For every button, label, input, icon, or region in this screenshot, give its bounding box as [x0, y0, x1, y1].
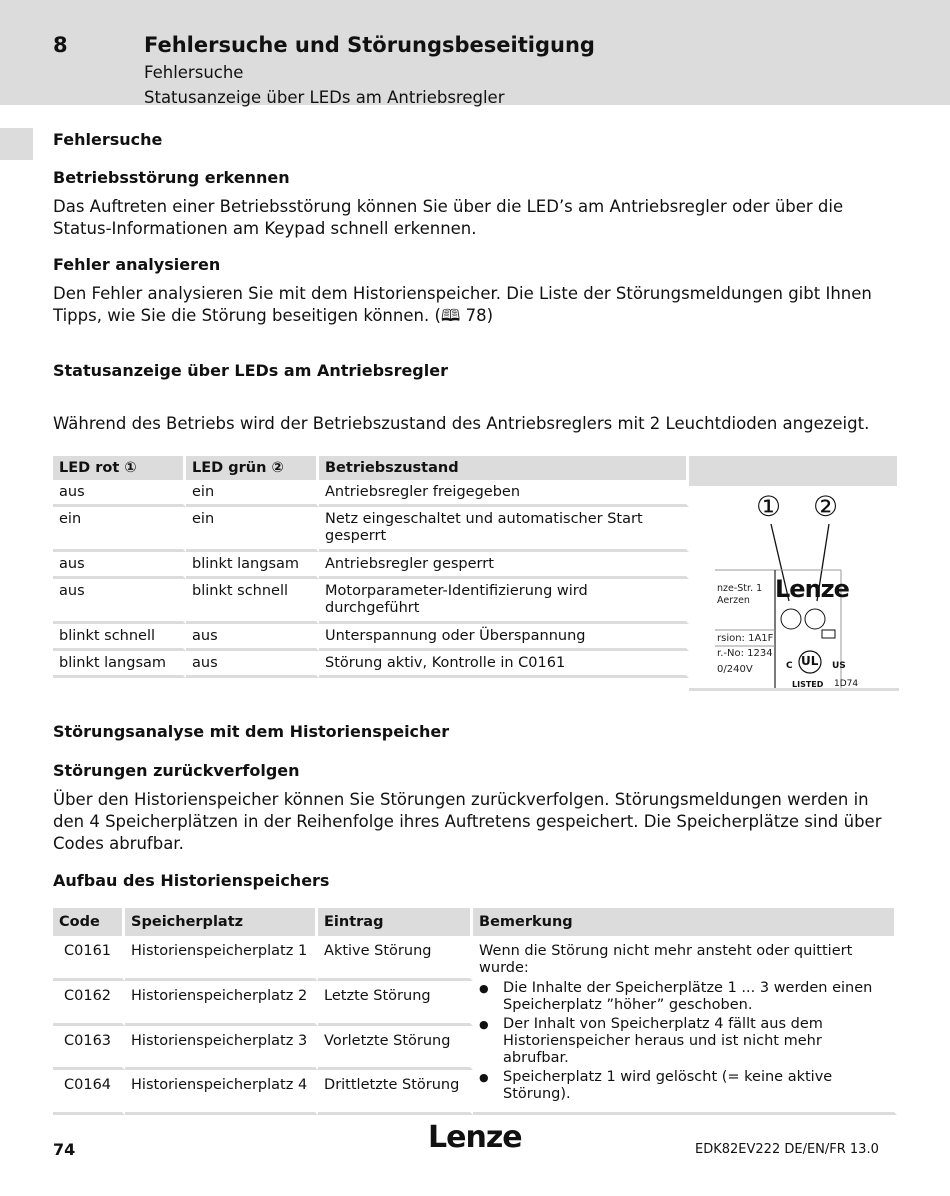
- figure-label-line: Aerzen: [717, 595, 750, 606]
- column-header: Eintrag: [318, 908, 473, 936]
- figure-bottom-rule: [689, 688, 899, 691]
- heading-stoerungen-zurueckverfolgen: Störungen zurückverfolgen: [53, 761, 300, 780]
- chapter-subtitle-2: Statusanzeige über LEDs am Antriebsregler: [144, 88, 505, 107]
- table-cell: blinkt langsam: [186, 552, 319, 579]
- figure-label-line: r.-No: 1234: [717, 648, 773, 659]
- table-cell: blinkt schnell: [53, 624, 186, 651]
- figure-listed-number: 1D74: [834, 679, 859, 688]
- table-cell: Unterspannung oder Überspannung: [319, 624, 689, 651]
- history-memory-table: [53, 908, 897, 1115]
- table-cell: C0162: [53, 981, 125, 1026]
- figure-listed-label: LISTED: [792, 680, 824, 688]
- table-cell: ein: [186, 480, 319, 507]
- table-cell: Antriebsregler gesperrt: [319, 552, 689, 579]
- table-row: [53, 624, 689, 651]
- list-item: ● Speicherplatz 1 wird gelöscht (= keine aktive Störung).: [479, 1069, 888, 1103]
- lenze-logo: Lenze: [428, 1120, 522, 1155]
- table-cell: Antriebsregler freigegeben: [319, 480, 689, 507]
- section-title-fehlersuche: Fehlersuche: [53, 130, 163, 149]
- column-header: LED grün ②: [186, 456, 319, 480]
- heading-fehler-analysieren: Fehler analysieren: [53, 255, 221, 274]
- table-cell: Drittletzte Störung: [318, 1070, 473, 1115]
- chapter-subtitle-1: Fehlersuche: [144, 63, 244, 82]
- table-cell: Störung aktiv, Kontrolle in C0161: [319, 651, 689, 678]
- table-cell: aus: [53, 579, 186, 624]
- document-id: EDK82EV222 DE/EN/FR 13.0: [695, 1142, 879, 1157]
- para-stoerungen-zurueckverfolgen: Über den Historienspeicher können Sie Störungen zurückverfolgen. Störungsmeldungen werden in den 4 Speicherplätzen in der Reihenfolge ihres Auftretens gespeichert. Die Speicherplätze sind über Codes abrufbar.: [53, 790, 882, 853]
- remark-cell: [473, 936, 897, 1115]
- column-header: Bemerkung: [473, 908, 897, 936]
- side-tab: [0, 128, 33, 160]
- column-header: LED rot ①: [53, 456, 186, 480]
- table-cell: Motorparameter-Identifizierung wird durchgeführt: [319, 579, 689, 624]
- remark-list: [479, 980, 888, 1103]
- chapter-title: Fehlersuche und Störungsbeseitigung: [144, 33, 595, 57]
- table-cell: Netz eingeschaltet und automatischer Start gesperrt: [319, 507, 689, 552]
- ul-c-mark: C: [786, 661, 793, 671]
- table-cell: Aktive Störung: [318, 936, 473, 981]
- table-cell: Historienspeicherplatz 4: [125, 1070, 318, 1115]
- table-cell: blinkt schnell: [186, 579, 319, 624]
- table-row: [53, 651, 689, 678]
- table-cell: aus: [186, 651, 319, 678]
- table-row: [53, 480, 689, 507]
- para-fehler-analysieren: Den Fehler analysieren Sie mit dem Historienspeicher. Die Liste der Störungsmeldungen gibt Ihnen Tipps, wie Sie die Störung beseitigen können. (🕮 78): [53, 284, 872, 325]
- ul-mark: UL: [801, 654, 819, 668]
- table-row: [53, 936, 897, 981]
- table-cell: aus: [186, 624, 319, 651]
- figure-lenze-logo: Lenze: [775, 575, 849, 603]
- heading-aufbau: Aufbau des Historienspeichers: [53, 871, 330, 890]
- heading-betriebsstoerung: Betriebsstörung erkennen: [53, 168, 290, 187]
- table-cell: Historienspeicherplatz 2: [125, 981, 318, 1026]
- column-header: Code: [53, 908, 125, 936]
- table-cell: aus: [53, 480, 186, 507]
- led-status-table: [53, 456, 689, 678]
- figure-label-line: 0/240V: [717, 664, 753, 675]
- table-cell: C0164: [53, 1070, 125, 1115]
- table-cell: Letzte Störung: [318, 981, 473, 1026]
- section-title-historienspeicher: Störungsanalyse mit dem Historienspeicher: [53, 722, 450, 741]
- table-row: [53, 552, 689, 579]
- table-cell: C0163: [53, 1026, 125, 1071]
- table-cell: ein: [53, 507, 186, 552]
- remark-intro: Wenn die Störung nicht mehr ansteht oder quittiert wurde:: [479, 943, 853, 976]
- table-cell: Historienspeicherplatz 1: [125, 936, 318, 981]
- table-row: [53, 507, 689, 552]
- section-title-statusanzeige: Statusanzeige über LEDs am Antriebsregler: [53, 361, 448, 380]
- figure-label-line: rsion: 1A1F: [717, 633, 774, 644]
- table-cell: Vorletzte Störung: [318, 1026, 473, 1071]
- page-number: 74: [53, 1140, 76, 1159]
- list-item: ● Der Inhalt von Speicherplatz 4 fällt aus dem Historienspeicher heraus und ist nicht mehr abrufbar.: [479, 1016, 888, 1067]
- led-marker-1: ①: [756, 490, 782, 523]
- table-cell: ein: [186, 507, 319, 552]
- chapter-number: 8: [53, 33, 68, 57]
- table-cell: aus: [53, 552, 186, 579]
- ul-us-mark: US: [832, 661, 846, 671]
- column-header: Betriebszustand: [319, 456, 689, 480]
- figure-header-band: [689, 456, 897, 486]
- table-cell: C0161: [53, 936, 125, 981]
- table-row: [53, 579, 689, 624]
- list-item: ● Die Inhalte der Speicherplätze 1 ... 3 werden einen Speicherplatz ”höher” geschoben.: [479, 980, 888, 1014]
- led-marker-2: ②: [813, 490, 839, 523]
- table-cell: Historienspeicherplatz 3: [125, 1026, 318, 1071]
- table-header-row: [53, 456, 689, 480]
- figure-label-line: nze-Str. 1: [717, 583, 763, 594]
- column-header: Speicherplatz: [125, 908, 318, 936]
- table-header-row: [53, 908, 897, 936]
- para-betriebsstoerung: Das Auftreten einer Betriebsstörung können Sie über die LED’s am Antriebsregler oder über die Status-Informationen am Keypad schnell erkennen.: [53, 197, 844, 238]
- para-statusanzeige: Während des Betriebs wird der Betriebszustand des Antriebsreglers mit 2 Leuchtdioden angezeigt.: [53, 414, 870, 433]
- table-cell: blinkt langsam: [53, 651, 186, 678]
